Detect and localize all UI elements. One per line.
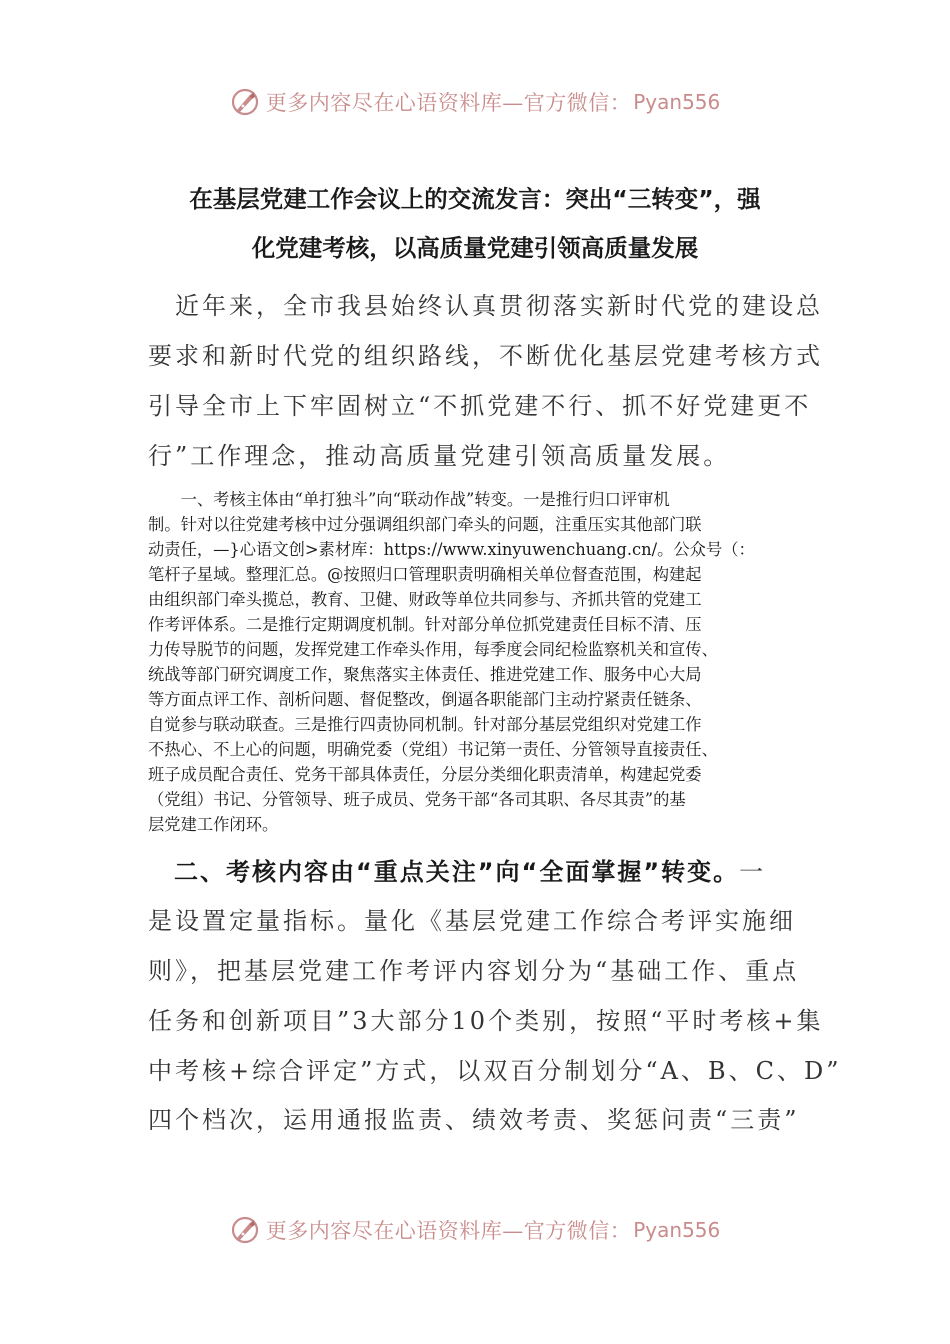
intro-line-1: 近年来，全市我县始终认真贯彻落实新时代党的建设总	[148, 292, 823, 320]
intro-line-4: 行”工作理念，推动高质量党建引领高质量发展。	[148, 442, 731, 470]
section2-line-1: 是设置定量指标。量化《基层党建工作综合考评实施细	[148, 907, 796, 935]
section2-line-3: 任务和创新项目”3大部分10个类别，按照“平时考核+集	[148, 1007, 824, 1035]
section1-line-1: 一、考核主体由“单打独斗”向“联动作战”转变。一是推行归口评审机	[148, 490, 670, 509]
footer-watermark-banner	[0, 1212, 950, 1248]
section2-heading-tail: 一	[739, 858, 767, 886]
section1-line-2: 制。针对以往党建考核中过分强调组织部门牵头的问题，注重压实其他部门联	[148, 515, 702, 534]
intro-line-3: 引导全市上下牢固树立“不抓党建不行、抓不好党建更不	[148, 392, 812, 420]
section1-line-8: 统战等部门研究调度工作，聚焦落实主体责任、推进党建工作、服务中心大局	[148, 665, 702, 684]
section1-line-10: 自觉参与联动联查。三是推行四责协同机制。针对部分基层党组织对党建工作	[148, 715, 702, 734]
watermark-text: 更多内容尽在心语资料库—官方微信：	[265, 1219, 632, 1243]
section1-line-13: （党组）书记、分管领导、班子成员、党务干部“各司其职、各尽其责”的基	[148, 790, 686, 809]
section1-line-9: 等方面点评工作、剖析问题、督促整改，倒逼各职能部门主动拧紧责任链条、	[148, 690, 702, 709]
section2-heading-line	[148, 856, 808, 888]
watermark-text: 更多内容尽在心语资料库—官方微信：	[265, 91, 632, 115]
pen-nib-logo-icon	[230, 1215, 260, 1245]
header-watermark-banner	[0, 84, 950, 120]
section1-line-11: 不热心、不上心的问题，明确党委（党组）书记第一责任、分管领导直接责任、	[148, 740, 718, 759]
document-title-line-1: 在基层党建工作会议上的交流发言：突出“三转变”，强	[189, 185, 761, 213]
section2-heading: 二、考核内容由“重点关注”向“全面掌握”转变。	[148, 858, 740, 886]
section2-line-5: 四个档次，运用通报监责、绩效考责、奖惩问责“三责”	[148, 1106, 800, 1134]
section1-line-5: 由组织部门牵头揽总，教育、卫健、财政等单位共同参与、齐抓共管的党建工	[148, 590, 702, 609]
pen-nib-logo-icon	[230, 87, 260, 117]
section1-line-3: 动责任，—}心语文创>素材库：https://www.xinyuwenchuang.cn/。公众号（：	[148, 540, 755, 559]
section1-line-4: 笔杆子星域。整理汇总。@按照归口管理职责明确相关单位督查范围，构建起	[148, 565, 702, 584]
section1-line-7: 力传导脱节的问题，发挥党建工作牵头作用，每季度会同纪检监察机关和宣传、	[148, 640, 718, 659]
intro-line-2: 要求和新时代党的组织路线，不断优化基层党建考核方式	[148, 342, 823, 370]
section2-line-4: 中考核+综合评定”方式，以双百分制划分“A、B、C、D”	[148, 1057, 842, 1085]
watermark-wechat-id: Pyan556	[633, 1218, 721, 1242]
watermark-wechat-id: Pyan556	[633, 90, 721, 114]
section1-line-12: 班子成员配合责任、党务干部具体责任，分层分类细化职责清单，构建起党委	[148, 765, 702, 784]
section1-line-6: 作考评体系。二是推行定期调度机制。针对部分单位抓党建责任目标不清、压	[148, 615, 702, 634]
section2-line-2: 则》，把基层党建工作考评内容划分为“基础工作、重点	[148, 957, 800, 985]
section1-line-14: 层党建工作闭环。	[148, 815, 279, 834]
document-title-line-2: 化党建考核，以高质量党建引领高质量发展	[251, 234, 699, 262]
